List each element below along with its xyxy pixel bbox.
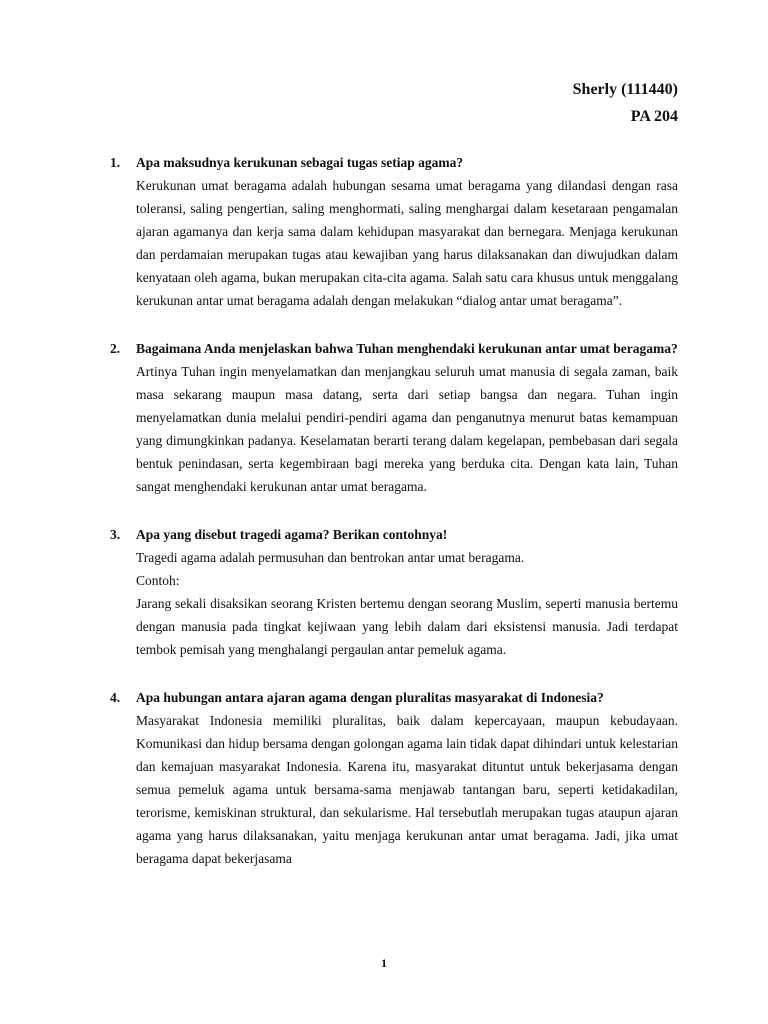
question-text: Apa hubungan antara ajaran agama dengan pluralitas masyarakat di Indonesia? bbox=[136, 690, 604, 705]
answer-block bbox=[136, 360, 678, 498]
answer-paragraph: Tragedi agama adalah permusuhan dan bentrokan antar umat beragama. bbox=[136, 550, 525, 565]
answer-paragraph: Kerukunan umat beragama adalah hubungan sesama umat beragama yang dilandasi dengan rasa toleransi, saling pengertian, saling menghormati, saling menghargai dalam kesetaraan pengamalan ajaran agamanya dan kerja sama dalam kehidupan masyarakat dan bernegara. Menjaga kerukunan dan perdamaian merupakan tugas atau kewajiban yang harus dilaksanakan dan diwujudkan dalam kenyataan oleh agama, bukan merupakan cita-cita agama. Salah satu cara khusus untuk menggalang kerukunan antar umat beragama adalah dengan melakukan “dialog antar umat beragama”. bbox=[136, 178, 678, 308]
question-item-2 bbox=[110, 337, 678, 498]
question-number: 1. bbox=[110, 155, 121, 170]
question-text: Apa yang disebut tragedi agama? Berikan contohnya! bbox=[136, 527, 448, 542]
answer-paragraph: Masyarakat Indonesia memiliki pluralitas, baik dalam kepercayaan, maupun kebudayaan. Komunikasi dan hidup bersama dengan golongan agama lain tidak dapat dihindari untuk kelestarian dan kemajuan masyarakat Indonesia. Karena itu, masyarakat dituntut untuk bekerjasama dengan semua pemeluk agama untuk bersama-sama menjawab tantangan baru, seperti ketidakadilan, terorisme, kemiskinan struktural, dan sekularisme. Hal tersebutlah merupakan tugas ataupun ajaran agama yang harus dilaksanakan, yaitu menjaga kerukunan antar umat beragama. Jadi, jika umat beragama dapat bekerjasama bbox=[136, 713, 678, 866]
question-number: 4. bbox=[110, 690, 121, 705]
question-item-4 bbox=[110, 686, 678, 870]
question-item-1 bbox=[110, 151, 678, 312]
question-number: 3. bbox=[110, 527, 121, 542]
answer-block bbox=[136, 174, 678, 312]
answer-paragraph: Artinya Tuhan ingin menyelamatkan dan menjangkau seluruh umat manusia di segala zaman, baik masa sekarang maupun masa datang, serta dari setiap bangsa dan negara. Tuhan ingin menyelamatkan dunia melalui pendiri-pendiri agama dan penganutnya menurut batas kemampuan yang dimungkinkan padanya. Keselamatan berarti terang dalam kegelapan, pembebasan dari segala bentuk penindasan, serta kegembiraan bagi mereka yang berduka cita. Dengan kata lain, Tuhan sangat menghendaki kerukunan antar umat beragama. bbox=[136, 364, 678, 494]
answer-paragraph: Jarang sekali disaksikan seorang Kristen bertemu dengan seorang Muslim, seperti manusia bertemu dengan manusia pada tingkat kejiwaan yang lebih dalam dari eksistensi manusia. Jadi terdapat tembok pemisah yang menghalangi pergaulan antar pemeluk agama. bbox=[136, 596, 678, 657]
example-label: Contoh: bbox=[136, 573, 180, 588]
author-name-id: Sherly (111440) bbox=[572, 81, 678, 98]
page-number: 1 bbox=[381, 956, 387, 970]
class-code: PA 204 bbox=[630, 108, 678, 125]
question-list bbox=[110, 151, 678, 895]
question-text: Apa maksudnya kerukunan sebagai tugas setiap agama? bbox=[136, 155, 464, 170]
question-number: 2. bbox=[110, 341, 121, 356]
question-text: Bagaimana Anda menjelaskan bahwa Tuhan menghendaki kerukunan antar umat beragama? bbox=[136, 341, 678, 356]
answer-block bbox=[136, 709, 678, 870]
document-header bbox=[573, 76, 678, 130]
question-item-3 bbox=[110, 523, 678, 661]
answer-block bbox=[136, 546, 678, 661]
